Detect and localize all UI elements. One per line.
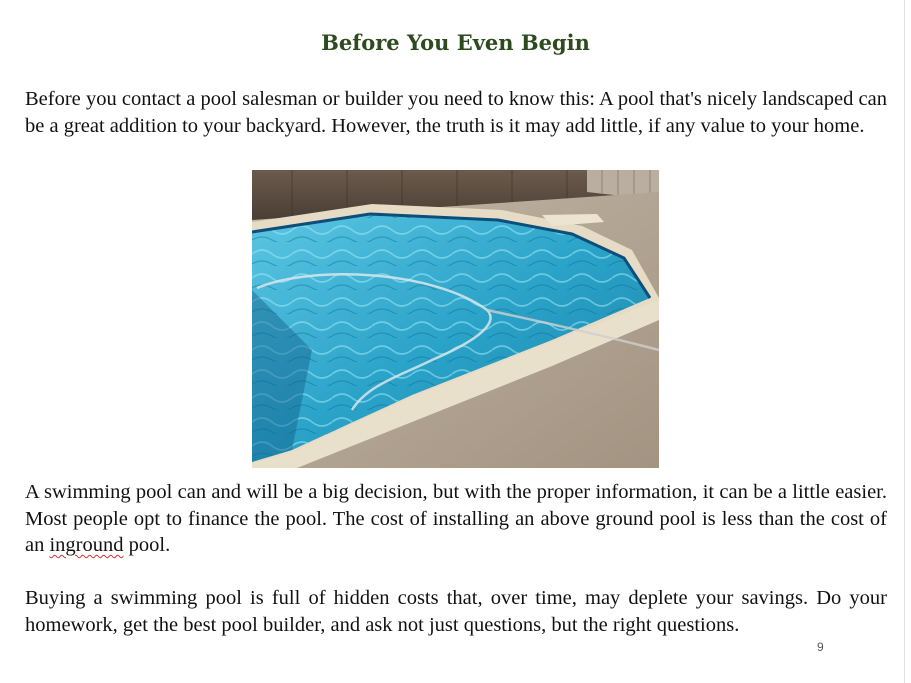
paragraph-2-text: A swimming pool can and will be a big decision, but with the proper information, it can be a little easier. Most people opt to finance the pool. The cost of installing an above ground pool is less than the cost of an [25, 481, 887, 556]
page-number: 9 [817, 640, 824, 654]
spellcheck-flagged-word[interactable]: inground [49, 534, 124, 556]
paragraph-2-end: pool. [123, 534, 171, 556]
paragraph-hidden-costs: Buying a swimming pool is full of hidden costs that, over time, may deplete your savings. Do your homework, get the best pool builder, and ask not just questions, but the right questions. [25, 587, 887, 636]
section-heading: Before You Even Begin [321, 30, 590, 55]
page-edge-shadow [904, 0, 905, 683]
paragraph-big-decision [25, 479, 887, 559]
pool-photo [252, 170, 659, 468]
paragraph-pool-value: Before you contact a pool salesman or builder you need to know this: A pool that's nicely landscaped can be a great addition to your backyard. However, the truth is it may add little, if any value to your home. [25, 88, 887, 137]
